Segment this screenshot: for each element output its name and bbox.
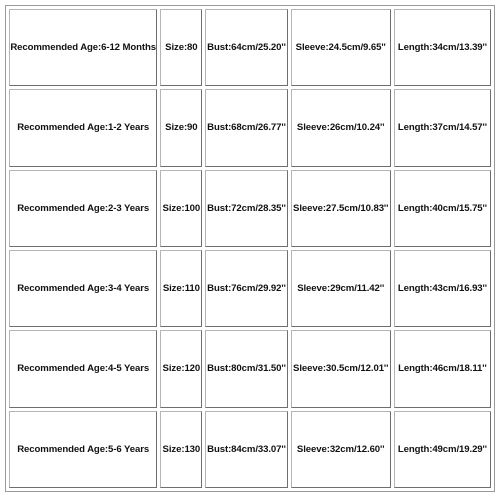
bust-cell: Bust:76cm/29.92'' — [205, 250, 287, 327]
age-cell: Recommended Age:4-5 Years — [9, 330, 157, 407]
size-cell: Size:130 — [160, 411, 202, 488]
table-row — [9, 411, 491, 488]
length-cell: Length:49cm/19.29'' — [394, 411, 491, 488]
size-cell: Size:80 — [160, 9, 202, 86]
bust-cell: Bust:84cm/33.07'' — [205, 411, 287, 488]
bust-cell: Bust:64cm/25.20'' — [205, 9, 287, 86]
table-row — [9, 89, 491, 166]
table-row — [9, 170, 491, 247]
age-cell: Recommended Age:2-3 Years — [9, 170, 157, 247]
length-cell: Length:40cm/15.75'' — [394, 170, 491, 247]
sleeve-cell: Sleeve:30.5cm/12.01'' — [291, 330, 391, 407]
size-cell: Size:120 — [160, 330, 202, 407]
bust-cell: Bust:68cm/26.77'' — [205, 89, 287, 166]
size-cell: Size:110 — [160, 250, 202, 327]
table-row — [9, 330, 491, 407]
sleeve-cell: Sleeve:29cm/11.42'' — [291, 250, 391, 327]
length-cell: Length:46cm/18.11'' — [394, 330, 491, 407]
sleeve-cell: Sleeve:32cm/12.60'' — [291, 411, 391, 488]
length-cell: Length:37cm/14.57'' — [394, 89, 491, 166]
size-cell: Size:100 — [160, 170, 202, 247]
length-cell: Length:34cm/13.39'' — [394, 9, 491, 86]
table-row — [9, 250, 491, 327]
size-cell: Size:90 — [160, 89, 202, 166]
length-cell: Length:43cm/16.93'' — [394, 250, 491, 327]
bust-cell: Bust:80cm/31.50'' — [205, 330, 287, 407]
sleeve-cell: Sleeve:24.5cm/9.65'' — [291, 9, 391, 86]
size-chart-table — [5, 5, 495, 492]
age-cell: Recommended Age:6-12 Months — [9, 9, 157, 86]
age-cell: Recommended Age:5-6 Years — [9, 411, 157, 488]
table-row — [9, 9, 491, 86]
age-cell: Recommended Age:3-4 Years — [9, 250, 157, 327]
bust-cell: Bust:72cm/28.35'' — [205, 170, 287, 247]
sleeve-cell: Sleeve:27.5cm/10.83'' — [291, 170, 391, 247]
sleeve-cell: Sleeve:26cm/10.24'' — [291, 89, 391, 166]
age-cell: Recommended Age:1-2 Years — [9, 89, 157, 166]
